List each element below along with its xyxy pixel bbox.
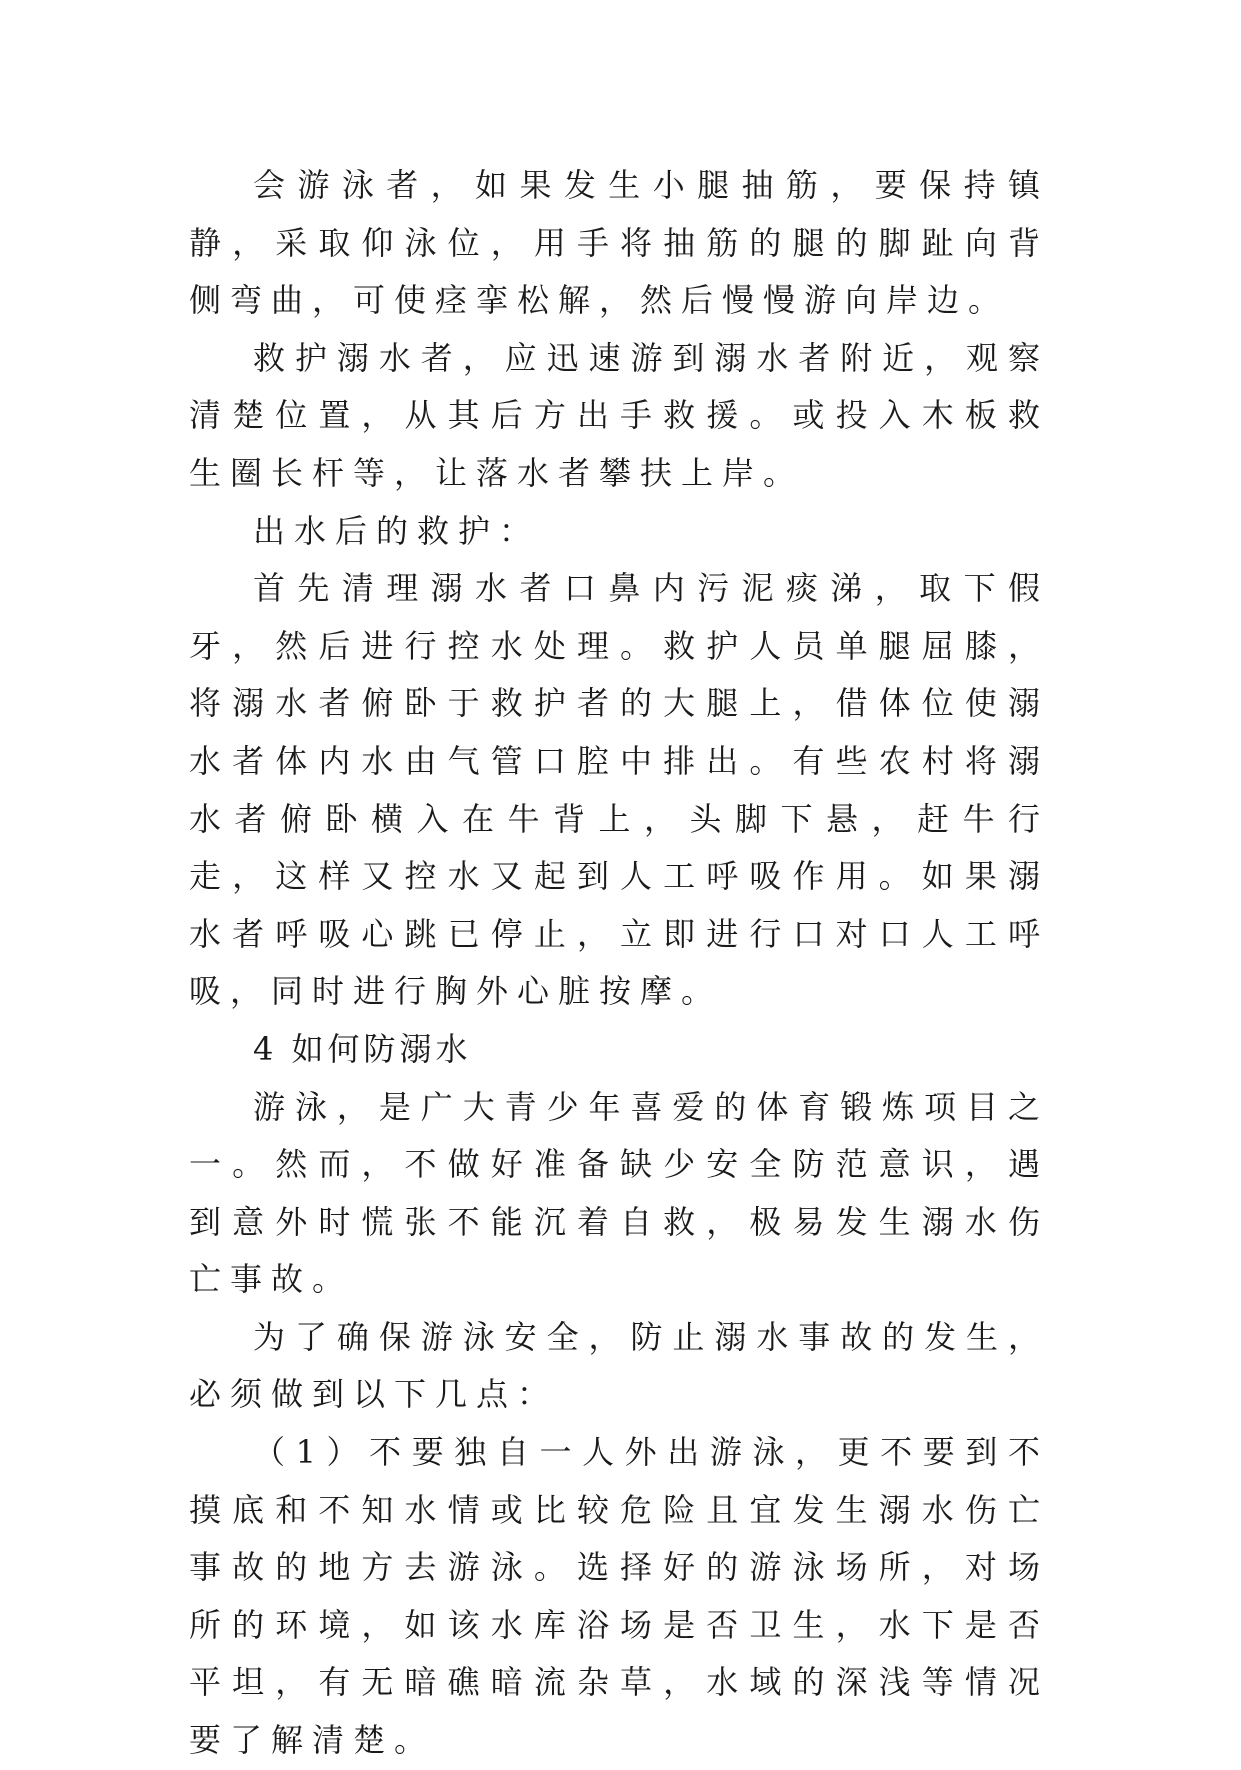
- paragraph-cramp-self-rescue: 会游泳者，如果发生小腿抽筋，要保持镇静，采取仰泳位，用手将抽筋的腿的脚趾向背侧弯曲，可使痉挛松解，然后慢慢游向岸边。: [189, 166, 1049, 320]
- section-heading-prevent-drowning: 4 如何防溺水: [253, 1029, 472, 1068]
- paragraph-after-water-rescue-label: 出水后的救护：: [253, 511, 541, 550]
- paragraph-swimming-intro: 游泳，是广大青少年喜爱的体育锻炼项目之一。然而，不做好准备缺少安全防范意识，遇到意外时慌张不能沉着自救，极易发生溺水伤亡事故。: [189, 1087, 1049, 1299]
- paragraph-rescue-drowning-person: 救护溺水者，应迅速游到溺水者附近，观察清楚位置，从其后方出手救援。或投入木板救生圈长杆等，让落水者攀扶上岸。: [189, 338, 1049, 492]
- paragraph-water-control: 首先清理溺水者口鼻内污泥痰涕，取下假牙，然后进行控水处理。救护人员单腿屈膝，将溺水者俯卧于救护者的大腿上，借体位使溺水者体内水由气管口腔中排出。有些农村将溺水者俯卧横入在牛背上，头脚下悬，赶牛行走，这样又控水又起到人工呼吸作用。如果溺水者呼吸心跳已停止，立即进行口对口人工呼吸，同时进行胸外心脏按摩。: [189, 569, 1049, 1011]
- paragraph-safety-points-intro: 为了确保游泳安全，防止溺水事故的发生，必须做到以下几点：: [189, 1317, 1049, 1414]
- paragraph-point-1: （1）不要独自一人外出游泳，更不要到不摸底和不知水情或比较危险且宜发生溺水伤亡事故的地方去游泳。选择好的游泳场所，对场所的环境，如该水库浴场是否卫生，水下是否平坦，有无暗礁暗流杂草，水域的深浅等情况要了解清楚。: [189, 1433, 1049, 1760]
- document-body: [189, 157, 1049, 1770]
